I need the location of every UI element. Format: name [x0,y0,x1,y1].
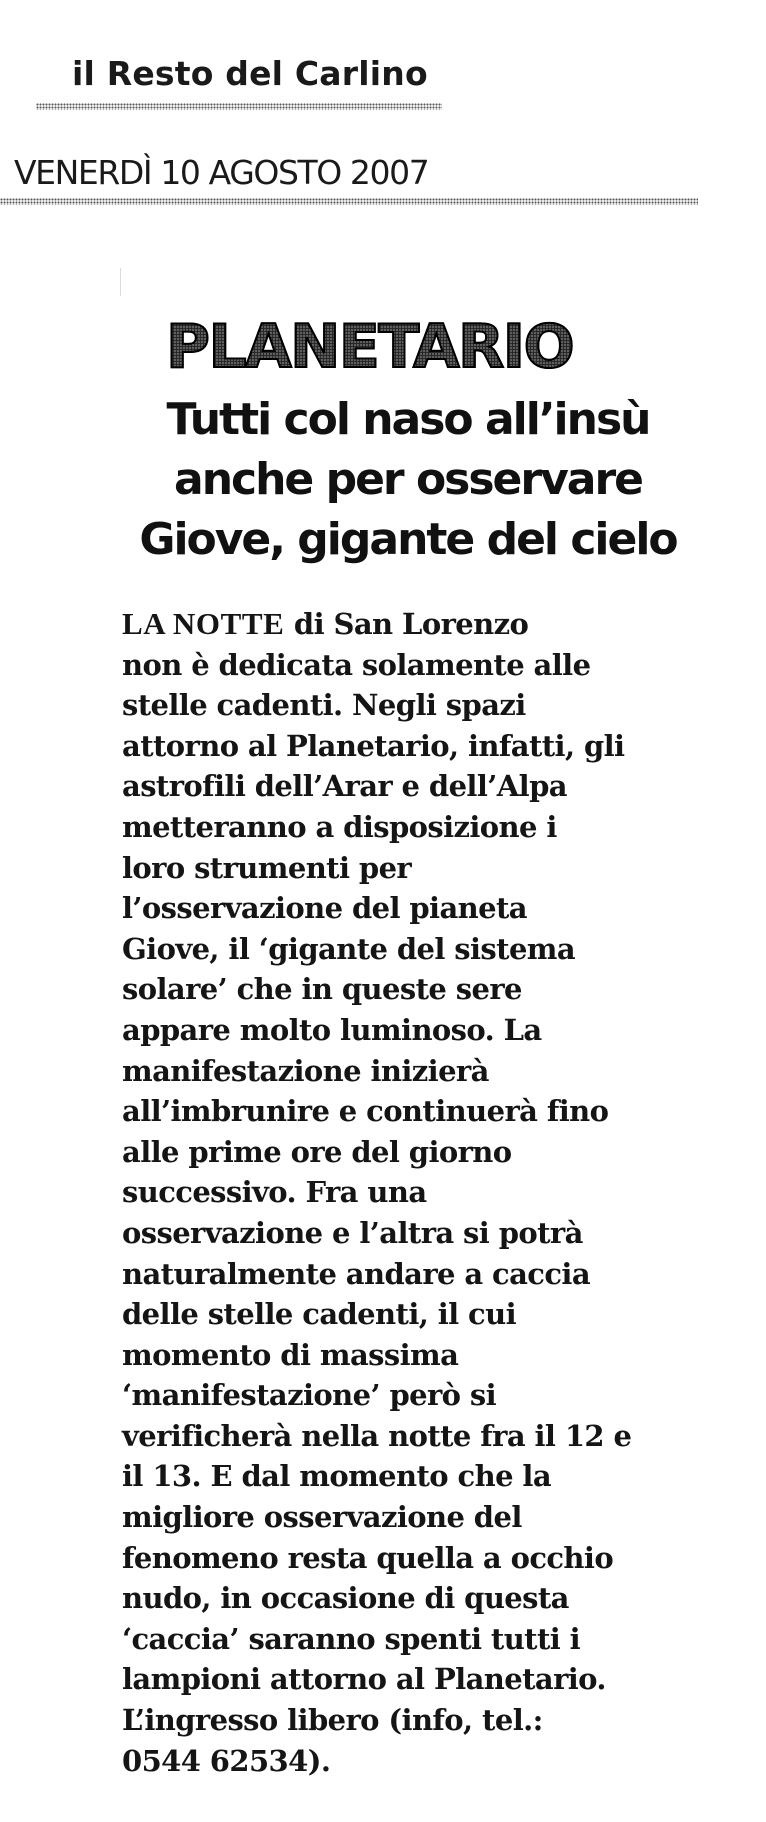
body-line: fenomeno resta quella a occhio [122,1540,614,1575]
body-line: Giove, il ‘gigante del sistema [122,931,576,966]
body-line-text: di San Lorenzo [284,607,529,641]
article-kicker: PLANETARIO [166,312,574,382]
body-line: loro strumenti per [122,850,412,885]
body-line: astrofili dell’Arar e dell’Alpa [122,769,567,804]
article-headline [108,390,708,570]
body-line: lampioni attorno al Planetario. [122,1662,606,1697]
newspaper-name: il Resto del Carlino [72,54,428,93]
body-line: l’osservazione del pianeta [122,891,527,926]
body-line: appare molto luminoso. La [122,1012,542,1047]
publication-date: VENERDÌ 10 AGOSTO 2007 [14,153,429,192]
headline-line: anche per osservare [174,454,642,505]
body-line: attorno al Planetario, infatti, gli [122,728,625,763]
masthead-divider [36,103,442,110]
body-line: nudo, in occasione di questa [122,1581,569,1616]
body-line: il 13. E dal momento che la [122,1459,552,1494]
body-line: ‘caccia’ saranno spenti tutti i [122,1621,581,1656]
article-body [122,604,722,1781]
body-line: all’imbrunire e continuerà fino [122,1094,609,1129]
body-line: solare’ che in queste sere [122,972,522,1007]
body-line: non è dedicata solamente alle [122,647,591,682]
body-line: L’ingresso libero (info, tel.: [122,1703,543,1738]
body-line: osservazione e l’altra si potrà [122,1215,583,1250]
body-line: alle prime ore del giorno [122,1134,512,1169]
body-line: 0544 62534). [122,1743,331,1778]
body-line: migliore osservazione del [122,1500,522,1535]
date-divider [0,198,698,205]
scan-artifact [120,268,121,296]
body-line: manifestazione inizierà [122,1053,489,1088]
body-line: successivo. Fra una [122,1175,427,1210]
lead-in: LA NOTTE [122,606,285,641]
body-line: ‘manifestazione’ però si [122,1378,497,1413]
headline-line: Giove, gigante del cielo [139,514,677,565]
body-line: metteranno a disposizione i [122,809,557,844]
headline-line: Tutti col naso all’insù [166,394,650,445]
body-line: momento di massima [122,1337,459,1372]
body-line: naturalmente andare a caccia [122,1256,591,1291]
body-line: verificherà nella notte fra il 12 e [122,1418,632,1453]
body-line: delle stelle cadenti, il cui [122,1297,517,1332]
body-line [122,604,722,645]
body-line: stelle cadenti. Negli spazi [122,688,526,723]
